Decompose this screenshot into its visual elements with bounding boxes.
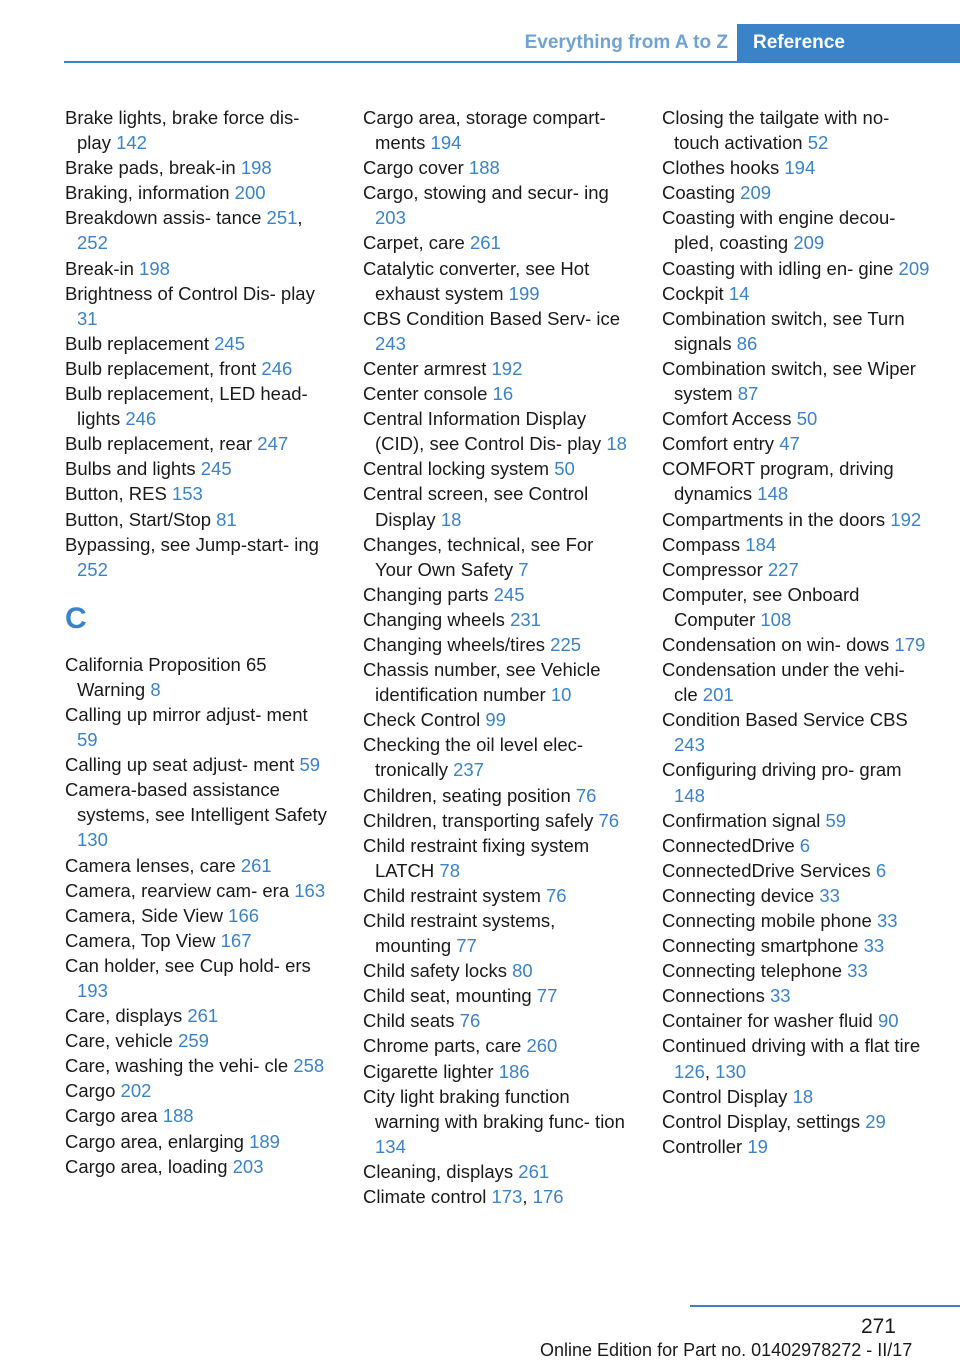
page-reference-link[interactable]: 33 <box>847 960 868 982</box>
page-reference-link[interactable]: 194 <box>784 157 816 179</box>
index-entry-term: Cargo area <box>65 1105 163 1127</box>
index-entry-term: Computer, see Onboard Computer <box>662 583 860 630</box>
index-entry-term: Comfort Access <box>662 408 797 430</box>
index-entry <box>662 632 930 657</box>
page-reference-link[interactable]: 33 <box>819 884 840 906</box>
page-reference-link[interactable]: 7 <box>518 558 529 580</box>
index-letter-heading: C <box>65 601 87 635</box>
page-reference-link[interactable]: 6 <box>875 859 887 881</box>
edition-note: Online Edition for Part no. 01402978272 - II/17 <box>540 1340 913 1360</box>
index-entry <box>65 356 333 381</box>
page-reference-link[interactable]: 192 <box>491 357 523 379</box>
index-entry <box>662 1109 930 1134</box>
page-reference-link[interactable]: 10 <box>550 684 572 706</box>
page-reference-link[interactable]: 252 <box>77 232 108 254</box>
index-entry-term: Changing wheels <box>363 608 511 630</box>
page-reference-link[interactable]: 47 <box>779 433 800 455</box>
index-entry <box>662 356 930 406</box>
index-entry-term: Bulb replacement <box>65 332 215 354</box>
index-entry-term: Compass <box>662 533 746 555</box>
page-reference-link[interactable]: 153 <box>171 483 203 505</box>
page-reference-link[interactable]: 261 <box>469 232 501 254</box>
index-entry <box>65 1028 333 1053</box>
index-entry <box>662 582 930 632</box>
page-reference-link[interactable]: 76 <box>459 1010 481 1032</box>
index-entry <box>662 456 930 506</box>
page-reference-link[interactable]: 203 <box>375 207 406 229</box>
index-entry <box>65 532 333 582</box>
page-reference-link[interactable]: 29 <box>865 1110 886 1132</box>
index-entry <box>363 155 631 180</box>
index-entry <box>363 908 631 958</box>
index-entry-term: Chrome parts, care <box>363 1035 527 1057</box>
index-entry <box>363 356 631 381</box>
page-reference-link[interactable]: 86 <box>736 332 758 354</box>
page-reference-link[interactable]: 245 <box>214 332 245 354</box>
page-reference-link[interactable]: 258 <box>293 1055 325 1077</box>
index-entry <box>363 732 631 782</box>
index-column-1 <box>65 105 333 1179</box>
page-reference-link[interactable]: 77 <box>456 935 477 957</box>
index-entry <box>363 808 631 833</box>
footer-rule <box>690 1305 960 1307</box>
index-entry-term: Compressor <box>662 558 768 580</box>
index-entry-term: Continued driving with a flat tire <box>662 1035 921 1057</box>
index-entry <box>662 180 930 205</box>
page-reference-link[interactable]: 225 <box>550 633 582 655</box>
index-entry <box>662 105 930 155</box>
page-reference-link[interactable]: 203 <box>232 1155 264 1177</box>
index-entry <box>363 306 631 356</box>
index-entry <box>363 958 631 983</box>
page-reference-link[interactable]: 50 <box>796 408 818 430</box>
page-reference-link[interactable]: 261 <box>187 1005 219 1027</box>
index-entry <box>65 105 333 155</box>
page-reference-link[interactable]: 247 <box>257 433 289 455</box>
index-entry <box>65 431 333 456</box>
index-entry <box>65 878 333 903</box>
index-entry-term: Condition Based Service CBS <box>662 709 908 731</box>
index-entry <box>662 507 930 532</box>
index-entry <box>363 632 631 657</box>
index-entry-term: Cargo area, storage compart‐ ments <box>363 107 606 154</box>
page-reference-link[interactable]: 18 <box>440 508 462 530</box>
index-entry <box>65 331 333 356</box>
index-entry-term: Comfort entry <box>662 433 780 455</box>
index-entry-term: Child restraint fixing system LATCH <box>363 834 590 881</box>
index-entry-term: Climate control <box>363 1186 492 1208</box>
index-entry <box>363 657 631 707</box>
index-entry <box>65 777 333 852</box>
page-reference-link[interactable]: 77 <box>536 985 558 1007</box>
page-reference-link[interactable]: 246 <box>125 408 157 430</box>
page-number: 271 <box>860 1315 896 1338</box>
index-entry <box>65 205 333 255</box>
index-entry-term: Cargo area, enlarging <box>65 1130 250 1152</box>
index-entry-term: Bulbs and lights <box>65 458 201 480</box>
page-reference-link[interactable]: 194 <box>430 132 462 154</box>
index-entry-term: Can holder, see Cup hold‐ ers <box>65 954 311 976</box>
index-entry-term: Brake lights, brake force dis‐ play <box>65 107 300 154</box>
index-entry-term: Configuring driving pro‐ gram <box>662 759 902 781</box>
index-column-2 <box>363 105 631 1209</box>
page-reference-link[interactable]: 179 <box>894 633 926 655</box>
index-entry-term: Central screen, see Control Display <box>363 483 589 530</box>
index-entry <box>363 1159 631 1184</box>
running-header-section: Everything from A to Z <box>524 32 728 53</box>
index-entry-term: Brightness of Control Dis‐ play <box>65 282 315 304</box>
index-entry <box>65 180 333 205</box>
index-entry-term: Cargo area, loading <box>65 1155 233 1177</box>
page-reference-link[interactable]: 176 <box>532 1186 564 1208</box>
index-entry <box>65 381 333 431</box>
index-entry-term: Confirmation signal <box>662 809 826 831</box>
page-reference-link[interactable]: 16 <box>492 383 514 405</box>
page-reference-link[interactable]: 108 <box>760 608 792 630</box>
index-entry <box>662 205 930 255</box>
index-entry-term: Child seat, mounting <box>363 985 537 1007</box>
page-reference-link[interactable]: 243 <box>375 332 406 354</box>
index-entry <box>363 883 631 908</box>
index-entry-term: Cargo <box>65 1080 121 1102</box>
page-reference-link[interactable]: 193 <box>77 980 108 1001</box>
index-entry <box>65 1078 333 1103</box>
index-entry-term: Central Information Display (CID), see Control Dis‐ play <box>363 408 607 455</box>
index-entry <box>363 532 631 582</box>
index-entry <box>65 1103 333 1128</box>
index-entry-term: Combination switch, see Wiper system <box>662 357 916 405</box>
page-reference-link[interactable]: 245 <box>493 583 525 605</box>
index-entry-term: Calling up mirror adjust‐ ment <box>65 703 308 725</box>
index-entry-term: Children, seating position <box>363 784 576 806</box>
index-entry-term: Connections <box>662 985 770 1007</box>
index-entry-term: Button, RES <box>65 483 172 505</box>
index-entry-term: Checking the oil level elec‐ tronically <box>363 734 584 781</box>
page-reference-link[interactable]: 80 <box>512 960 533 982</box>
page-reference-link[interactable]: 33 <box>769 985 791 1007</box>
index-entry <box>363 256 631 306</box>
index-entry <box>662 281 930 306</box>
index-entry <box>65 702 333 752</box>
index-entry <box>662 833 930 858</box>
page-reference-link[interactable]: 59 <box>77 729 98 751</box>
index-entry <box>363 180 631 230</box>
index-entry-term: Condensation under the vehi‐ cle <box>662 659 905 706</box>
index-entry-term: Compartments in the doors <box>662 508 891 530</box>
index-entry <box>65 652 333 702</box>
index-entry <box>363 607 631 632</box>
index-entry <box>662 1134 930 1159</box>
index-entry <box>662 757 930 807</box>
page-reference-link[interactable]: 198 <box>240 157 272 179</box>
page-reference-link[interactable]: 76 <box>598 809 620 831</box>
page-reference-link[interactable]: 50 <box>554 458 575 480</box>
page-reference-link[interactable]: 259 <box>178 1030 209 1052</box>
index-entry <box>65 953 333 1003</box>
index-entry <box>662 306 930 356</box>
page-reference-link[interactable]: 189 <box>249 1130 280 1152</box>
index-entry-term: Breakdown assis‐ tance <box>65 207 267 229</box>
index-entry <box>363 456 631 481</box>
index-entry <box>662 883 930 908</box>
page-reference-separator: , <box>522 1186 533 1208</box>
index-entry-term: COMFORT program, driving dynamics <box>662 458 894 505</box>
page-reference-link[interactable]: 243 <box>674 734 705 756</box>
index-entry-term: Child safety locks <box>363 960 513 982</box>
page-reference-link[interactable]: 252 <box>77 558 108 580</box>
page-reference-link[interactable]: 59 <box>825 809 847 831</box>
index-entry-term: Bulb replacement, front <box>65 357 262 379</box>
page-reference-link[interactable]: 87 <box>737 383 759 405</box>
index-entry-term: Catalytic converter, see Hot exhaust system <box>363 257 590 304</box>
index-entry-term: City light braking function warning with braking func‐ tion <box>363 1085 625 1132</box>
index-entry-term: Camera, Side View <box>65 904 229 926</box>
index-entry <box>662 1084 930 1109</box>
page-reference-link[interactable]: 188 <box>162 1105 194 1127</box>
index-entry <box>662 983 930 1008</box>
index-entry-term: Center armrest <box>363 357 492 379</box>
page-reference-link[interactable]: 81 <box>216 508 237 530</box>
index-entry <box>65 1154 333 1179</box>
page-reference-link[interactable]: 200 <box>234 182 266 204</box>
index-entry <box>662 256 930 281</box>
index-entry-term: Cargo cover <box>363 157 469 179</box>
page-reference-link[interactable]: 261 <box>240 854 272 876</box>
index-entry <box>662 1008 930 1033</box>
index-entry <box>65 928 333 953</box>
page-reference-link[interactable]: 126 <box>674 1060 705 1082</box>
index-entry-term: Changes, technical, see For Your Own Safety <box>363 533 594 580</box>
index-entry-term: Coasting <box>662 182 741 204</box>
index-entry <box>363 1184 631 1209</box>
index-entry-term: Closing the tailgate with no- touch activation <box>662 107 890 154</box>
index-entry-term: Brake pads, break-in <box>65 157 241 179</box>
index-entry <box>662 155 930 180</box>
index-entry <box>363 1033 631 1058</box>
index-entry-term: Connecting device <box>662 884 820 906</box>
page-reference-link[interactable]: 31 <box>77 307 98 329</box>
index-entry-term: Camera, rearview cam‐ era <box>65 879 295 901</box>
running-header-chapter-tab: Reference <box>737 24 960 61</box>
index-entry-term: Break-in <box>65 257 140 279</box>
index-entry <box>363 481 631 531</box>
page-reference-link[interactable]: 33 <box>863 935 885 957</box>
page-reference-link[interactable]: 251 <box>266 207 298 229</box>
index-entry <box>363 105 631 155</box>
index-entry-term: CBS Condition Based Serv‐ ice <box>363 307 621 329</box>
index-column-3 <box>662 105 930 1159</box>
index-entry-term: Bypassing, see Jump-start‐ ing <box>65 533 319 555</box>
page-reference-link[interactable]: 199 <box>508 282 540 304</box>
page-reference-link[interactable]: 188 <box>468 157 500 179</box>
page-reference-link[interactable]: 148 <box>757 483 789 505</box>
index-entry-term: Carpet, care <box>363 232 470 254</box>
page-reference-link[interactable]: 163 <box>294 879 326 901</box>
index-entry-term: Coasting with idling en‐ gine <box>662 257 899 279</box>
index-entry-term: Braking, information <box>65 182 235 204</box>
page-reference-link[interactable]: 173 <box>491 1186 523 1208</box>
index-entry <box>65 752 333 777</box>
index-entry-term: Cigarette lighter <box>363 1060 499 1082</box>
index-entry <box>65 481 333 506</box>
index-entry-term: Care, vehicle <box>65 1030 179 1052</box>
index-entry <box>363 582 631 607</box>
page-reference-link[interactable]: 8 <box>150 678 161 700</box>
index-entry-term: ConnectedDrive <box>662 834 800 856</box>
page-reference-link[interactable]: 198 <box>139 257 170 279</box>
page-reference-link[interactable]: 227 <box>767 558 799 580</box>
index-entry-term: Changing wheels/tires <box>363 633 551 655</box>
page-reference-link[interactable]: 148 <box>674 784 705 806</box>
index-entry-term: Child restraint systems, mounting <box>363 910 556 957</box>
index-entry-term: Central locking system <box>363 458 555 480</box>
page-reference-link[interactable]: 90 <box>877 1010 899 1032</box>
index-entry <box>65 155 333 180</box>
page-reference-link[interactable]: 142 <box>116 132 147 154</box>
index-entry <box>662 431 930 456</box>
index-entry-term: Cleaning, displays <box>363 1160 519 1182</box>
page-reference-link[interactable]: 130 <box>77 829 108 851</box>
page-reference-link[interactable]: 209 <box>898 257 930 279</box>
index-entry <box>662 657 930 707</box>
index-entry-term: Calling up seat adjust‐ ment <box>65 754 300 776</box>
index-entry <box>65 507 333 532</box>
page-reference-link[interactable]: 18 <box>792 1085 814 1107</box>
index-entry-term: Combination switch, see Turn signals <box>662 307 905 354</box>
index-entry <box>662 858 930 883</box>
page-reference-link[interactable]: 76 <box>546 884 567 906</box>
page-reference-link[interactable]: 78 <box>439 859 460 881</box>
page-reference-link[interactable]: 237 <box>453 759 485 781</box>
index-entry-term: Button, Start/Stop <box>65 508 217 530</box>
page-reference-link[interactable]: 134 <box>375 1135 406 1157</box>
index-entry-term: Cockpit <box>662 282 729 304</box>
page-reference-link[interactable]: 192 <box>890 508 922 530</box>
index-entry-term: Condensation on win‐ dows <box>662 633 895 655</box>
index-entry <box>363 983 631 1008</box>
page-reference-link[interactable]: 202 <box>120 1080 152 1102</box>
index-entry <box>662 1033 930 1083</box>
index-entry-term: Bulb replacement, rear <box>65 433 258 455</box>
page-reference-link[interactable]: 19 <box>747 1135 768 1157</box>
index-entry-term: Chassis number, see Vehicle identification number <box>363 659 601 706</box>
index-entry-term: Coasting with engine decou‐ pled, coasting <box>662 207 896 254</box>
index-entry <box>65 456 333 481</box>
index-entry-term: Connecting mobile phone <box>662 910 877 931</box>
page-reference-separator: , <box>297 207 303 229</box>
index-entry <box>363 1059 631 1084</box>
page-reference-link[interactable]: 209 <box>793 232 825 254</box>
index-entry <box>662 406 930 431</box>
page-reference-link[interactable]: 130 <box>715 1060 747 1082</box>
index-entry-term: Camera, Top View <box>65 929 221 951</box>
index-entry <box>65 1003 333 1028</box>
index-entry-term: Container for washer fluid <box>662 1010 878 1032</box>
index-entry-term: Care, washing the vehi‐ cle <box>65 1055 294 1077</box>
index-entry <box>363 406 631 456</box>
index-entry <box>662 958 930 983</box>
index-entry <box>363 1084 631 1159</box>
page-reference-link[interactable]: 186 <box>498 1060 530 1082</box>
index-entry-term: Cargo, stowing and secur‐ ing <box>363 182 609 204</box>
index-entry <box>662 808 930 833</box>
index-entry <box>65 1129 333 1154</box>
page-reference-separator: , <box>704 1060 716 1082</box>
index-entry <box>65 281 333 331</box>
page-reference-link[interactable]: 18 <box>606 433 627 455</box>
index-entry-term: Child seats <box>363 1010 460 1032</box>
index-entry-term: Care, displays <box>65 1005 188 1027</box>
page-reference-link[interactable]: 231 <box>510 608 541 630</box>
index-entry-term: California Proposition 65 Warning <box>65 653 267 700</box>
page-reference-link[interactable]: 99 <box>485 709 506 731</box>
index-entry <box>662 707 930 757</box>
page-reference-link[interactable]: 167 <box>220 929 252 951</box>
index-entry-term: Bulb replacement, LED head‐ lights <box>65 383 308 430</box>
index-entry <box>65 1053 333 1078</box>
header-rule <box>64 61 960 63</box>
index-entry-term: Children, transporting safely <box>363 809 599 831</box>
page-reference-link[interactable]: 246 <box>261 357 293 379</box>
index-entry-term: Control Display, settings <box>662 1110 866 1132</box>
page-reference-link[interactable]: 261 <box>518 1160 550 1182</box>
index-entry <box>662 532 930 557</box>
index-entry-term: Connecting telephone <box>662 960 848 982</box>
page-reference-link[interactable]: 166 <box>228 904 260 926</box>
index-entry <box>363 381 631 406</box>
index-entry-term: Check Control <box>363 709 486 731</box>
index-entry <box>363 1008 631 1033</box>
page-reference-link[interactable]: 209 <box>740 182 772 204</box>
index-entry <box>363 833 631 883</box>
index-entry <box>363 707 631 732</box>
page-reference-link[interactable]: 6 <box>799 834 811 856</box>
index-entry-term: Control Display <box>662 1085 793 1107</box>
page-reference-link[interactable]: 59 <box>299 754 321 776</box>
index-entry <box>65 903 333 928</box>
page-reference-link[interactable]: 201 <box>702 684 734 706</box>
index-entry <box>65 256 333 281</box>
page-reference-link[interactable]: 76 <box>575 784 597 806</box>
index-entry <box>363 230 631 255</box>
index-entry <box>662 933 930 958</box>
index-entry <box>65 853 333 878</box>
page-reference-link[interactable]: 33 <box>876 910 898 931</box>
page-reference-link[interactable]: 14 <box>728 282 750 304</box>
index-entry-term: Camera lenses, care <box>65 854 241 876</box>
index-entry-term: Child restraint system <box>363 884 546 906</box>
index-entry-term: Connecting smartphone <box>662 935 864 957</box>
index-entry <box>662 557 930 582</box>
index-entry-term: ConnectedDrive Services <box>662 859 876 881</box>
index-entry-term: Controller <box>662 1135 748 1157</box>
page-reference-link[interactable]: 245 <box>200 458 232 480</box>
index-entry <box>363 783 631 808</box>
index-entry-term: Camera-based assistance systems, see Intelligent Safety <box>65 779 327 826</box>
page-reference-link[interactable]: 184 <box>745 533 777 555</box>
index-entry-term: Center console <box>363 383 493 405</box>
page-reference-link[interactable]: 52 <box>807 132 829 154</box>
index-entry-term: Clothes hooks <box>662 157 785 179</box>
index-entry <box>662 908 930 933</box>
index-entry-term: Changing parts <box>363 583 494 605</box>
page-reference-link[interactable]: 260 <box>526 1035 558 1057</box>
